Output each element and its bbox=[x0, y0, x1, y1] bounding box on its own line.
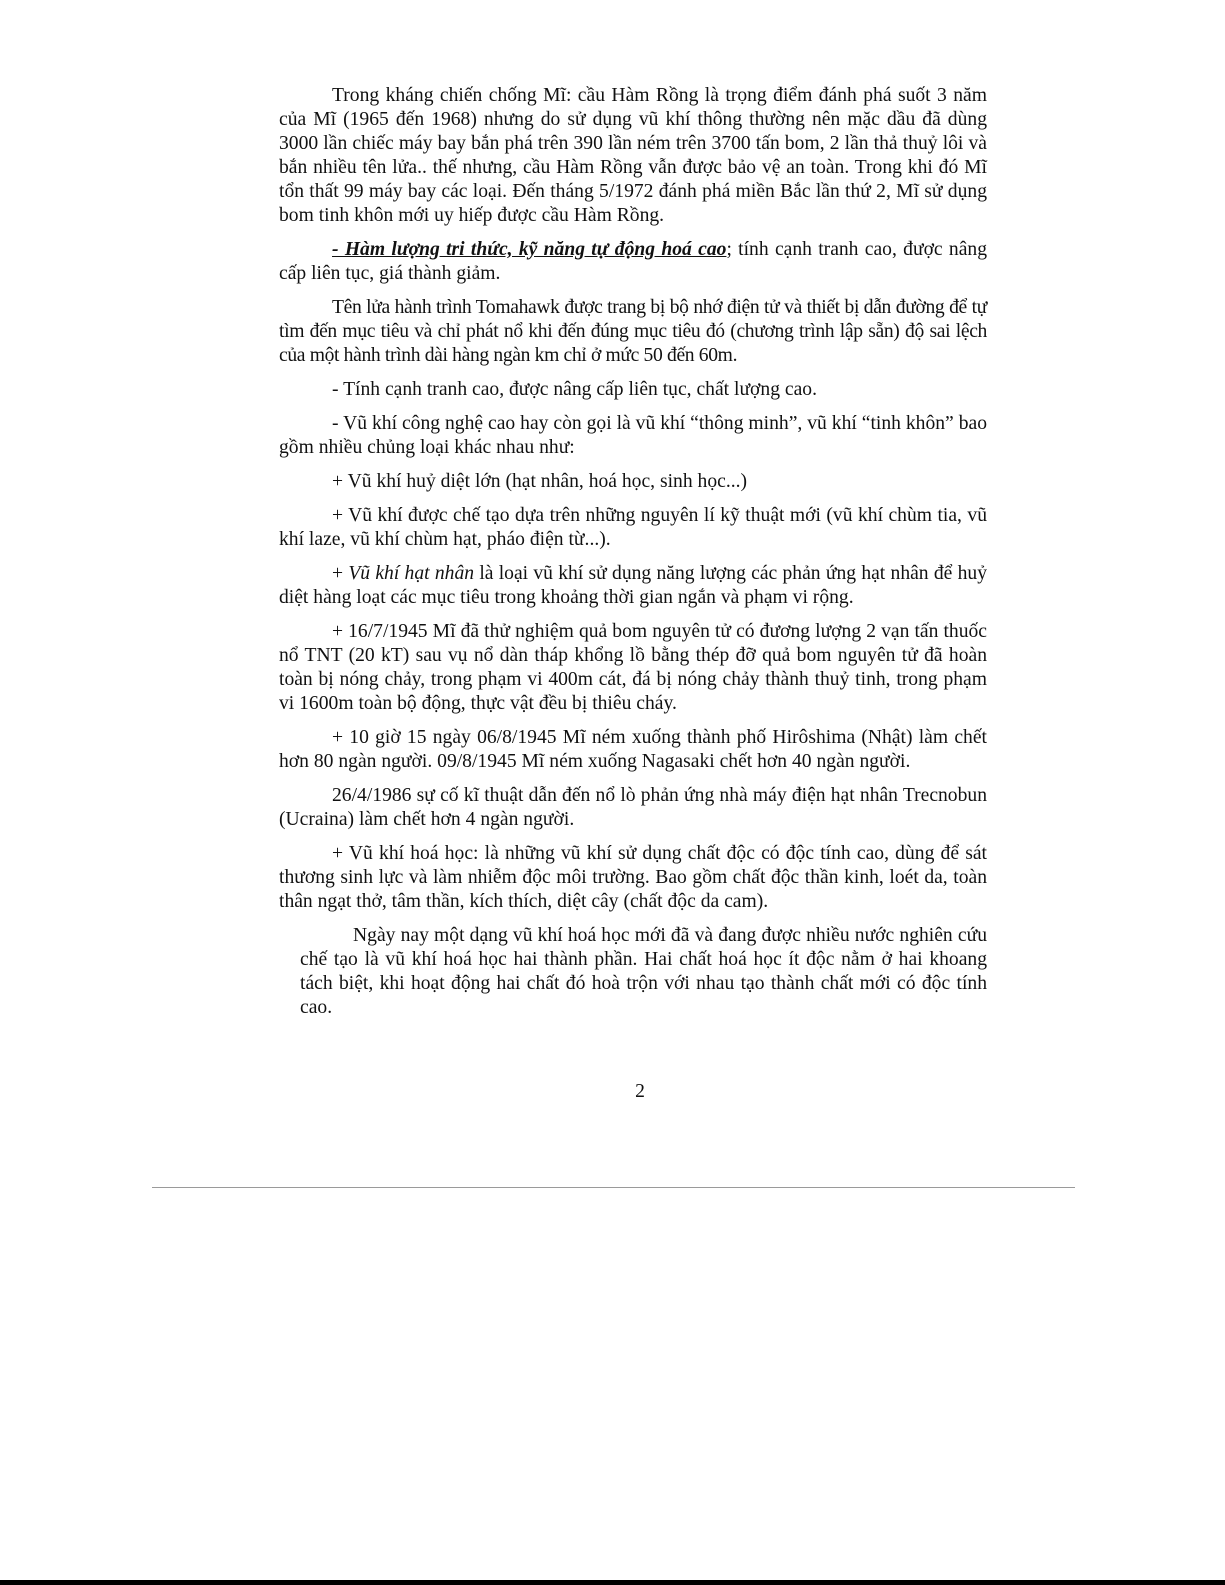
paragraph-new-principles: + Vũ khí được chế tạo dựa trên những nguyên lí kỹ thuật mới (vũ khí chùm tia, vũ khí laze, vũ khí chùm hạt, pháo điện từ...). bbox=[279, 505, 987, 550]
paragraph-competitiveness: - Tính cạnh tranh cao, được nâng cấp liên tục, chất lượng cao. bbox=[332, 379, 818, 400]
italic-term: Vũ khí hạt nhân bbox=[348, 563, 475, 584]
paragraph-ham-rong-bridge: Trong kháng chiến chống Mĩ: cầu Hàm Rồng là trọng điểm đánh phá suốt 3 năm của Mĩ (1965 đến 1968) nhưng do sử dụng vũ khí thông thường nên mặc dầu đã dùng 3000 lần chiếc máy bay bắn phá trên 390 lần ném trên 3700 tấn bom, 2 lần thả thuỷ lôi và bắn nhiều tên lửa.. thế nhưng, cầu Hàm Rồng vẫn được bảo vệ an toàn. Trong khi đó Mĩ tổn thất 99 máy bay các loại. Đến tháng 5/1972 đánh phá miền Bắc lần thứ 2, Mĩ sử dụng bom tinh khôn mới uy hiếp được cầu Hàm Rồng. bbox=[279, 85, 987, 226]
paragraph-atomic-test: + 16/7/1945 Mĩ đã thử nghiệm quả bom nguyên tử có đương lượng 2 vạn tấn thuốc nổ TNT (20 kT) sau vụ nổ dàn tháp khổng lồ bằng thép đỡ quả bom nguyên tử đã hoàn toàn bị nóng chảy, trong phạm vi 400m cát, đá bị nóng chảy thành thuỷ tinh, trong phạm vi 1600m toàn bộ động, thực vật đều bị thiêu cháy. bbox=[279, 621, 987, 714]
paragraph-chemical-weapons: + Vũ khí hoá học: là những vũ khí sử dụng chất độc có độc tính cao, dùng để sát thương sinh lực và làm nhiễm độc môi trường. Bao gồm chất độc thần kinh, loét da, toàn thân ngạt thở, tâm thần, kích thích, diệt cây (chất độc da cam). bbox=[279, 843, 987, 912]
bullet-prefix: + bbox=[332, 563, 349, 584]
document-body bbox=[279, 84, 987, 1030]
paragraph-mass-destruction: + Vũ khí huỷ diệt lớn (hạt nhân, hoá học, sinh học...) bbox=[332, 471, 748, 492]
paragraph-nuclear-weapons bbox=[279, 562, 987, 610]
paragraph-chernobyl: 26/4/1986 sự cố kĩ thuật dẫn đến nổ lò phản ứng nhà máy điện hạt nhân Trecnobun (Ucraina) làm chết hơn 4 ngàn người. bbox=[279, 785, 987, 830]
paragraph-hiroshima: + 10 giờ 15 ngày 06/8/1945 Mĩ ném xuống thành phố Hirôshima (Nhật) làm chết hơn 80 ngàn người. 09/8/1945 Mĩ ném xuống Nagasaki chết hơn 40 ngàn người. bbox=[279, 727, 987, 772]
paragraph-knowledge-content bbox=[279, 238, 987, 286]
paragraph-tomahawk: Tên lửa hành trình Tomahawk được trang bị bộ nhớ điện tử và thiết bị dẫn đường để tự tìm đến mục tiêu và chỉ phát nổ khi đến đúng mục tiêu đó (chương trình lập sẵn) độ sai lệch của một hành trình dài hàng ngàn km chỉ ở mức 50 đến 60m. bbox=[279, 297, 987, 366]
paragraph-smart-weapons: - Vũ khí công nghệ cao hay còn gọi là vũ khí “thông minh”, vũ khí “tinh khôn” bao gồm nhiều chủng loại khác nhau như: bbox=[279, 413, 987, 458]
page-number: 2 bbox=[635, 1081, 645, 1102]
emphasis-heading: - Hàm lượng tri thức, kỹ năng tự động hoá cao bbox=[332, 239, 727, 260]
page-divider bbox=[152, 1187, 1075, 1188]
bottom-border bbox=[0, 1580, 1225, 1585]
paragraph-text: là loại vũ khí sử dụng năng lượng các phản ứng hạt nhân để huỷ diệt hàng loạt các mục tiêu trong khoảng thời gian ngắn và phạm vi rộng. bbox=[279, 563, 988, 608]
paragraph-text: ; tính cạnh tranh cao, được nâng cấp liên tục, giá thành giảm. bbox=[279, 239, 988, 284]
paragraph-binary-chemical: Ngày nay một dạng vũ khí hoá học mới đã và đang được nhiều nước nghiên cứu chế tạo là vũ khí hoá học hai thành phần. Hai chất hoá học ít độc nằm ở hai khoang tách biệt, khi hoạt động hai chất đó hoà trộn với nhau tạo thành chất mới có độc tính cao. bbox=[300, 925, 987, 1018]
